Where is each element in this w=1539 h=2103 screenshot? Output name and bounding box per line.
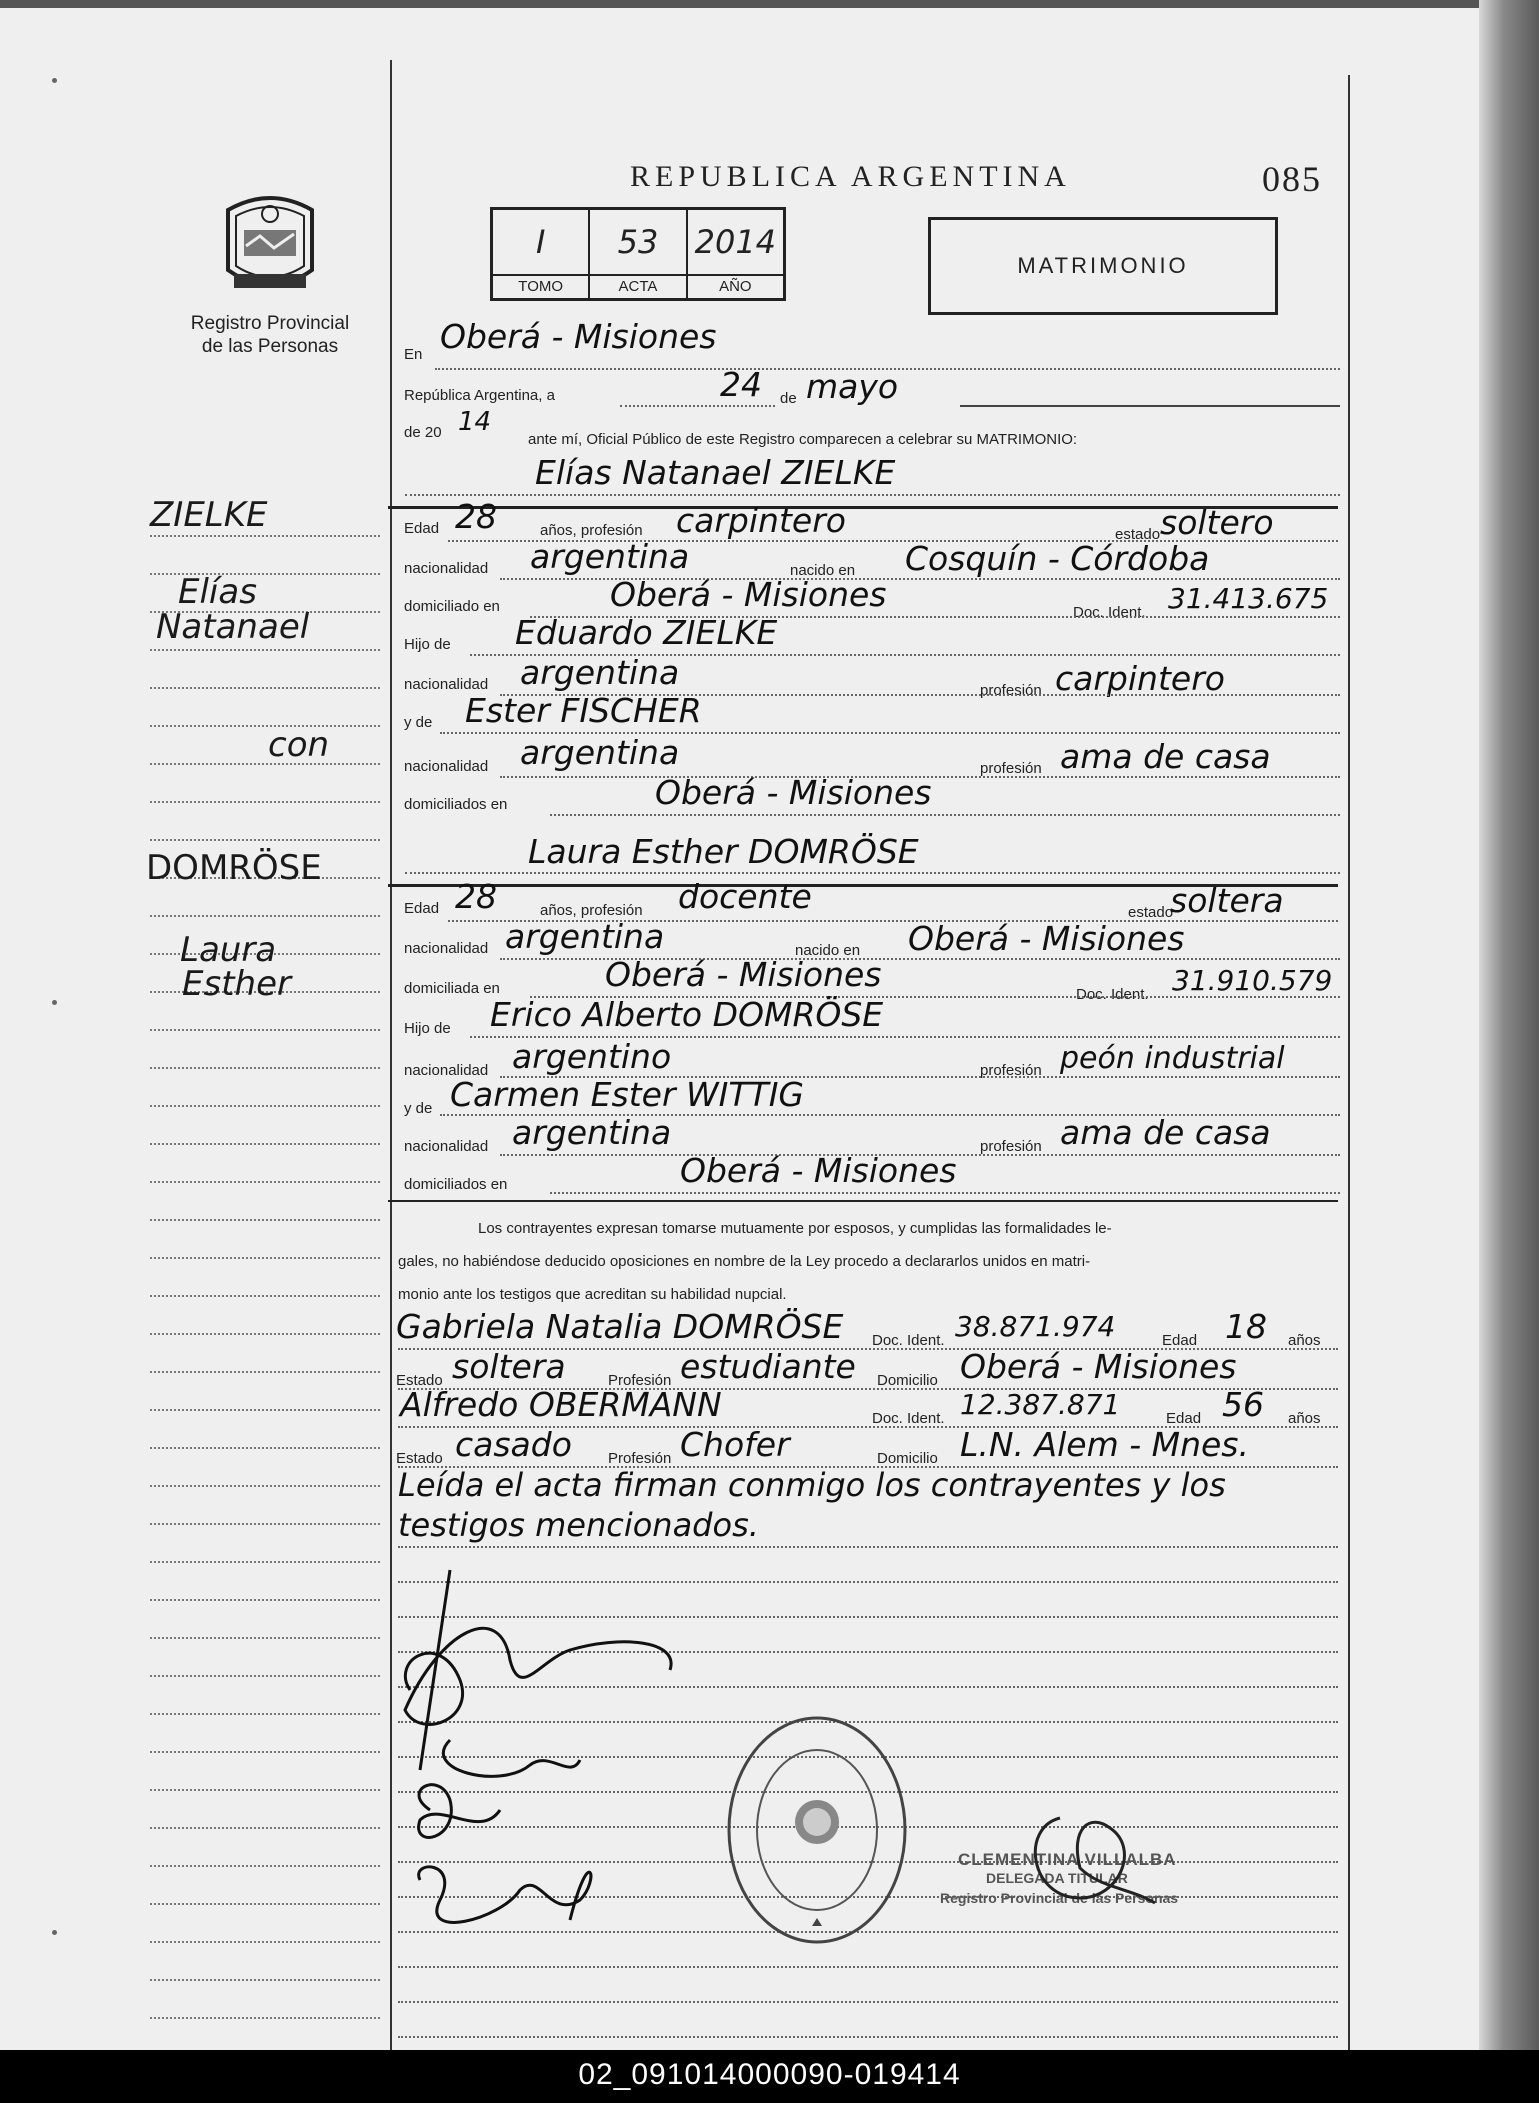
witness1-name: Gabriela Natalia DOMRÖSE	[396, 1307, 844, 1346]
margin-ruled-line	[150, 1447, 380, 1449]
witness1-dom-label: Domicilio	[877, 1372, 938, 1389]
groom-nac-label: nacionalidad	[404, 560, 489, 577]
groom-estado: soltero	[1160, 503, 1274, 542]
groom-nacido: Cosquín - Córdoba	[905, 539, 1210, 578]
bride-anos-label: años, profesión	[540, 902, 643, 919]
margin-ruled-line	[150, 839, 380, 841]
witness2-edad-label: Edad	[1166, 1410, 1202, 1427]
groom-father-nac: argentina	[520, 653, 680, 692]
margin-ruled-line	[150, 1523, 380, 1525]
margin-bride-given: Esther	[182, 964, 291, 1004]
witness1-prof-label: Profesión	[608, 1372, 672, 1389]
margin-ruled-line	[150, 2017, 380, 2019]
witness1-edad: 18	[1225, 1307, 1267, 1346]
bride-father-nac-label: nacionalidad	[404, 1062, 489, 1079]
groom-father-prof-label: profesión	[980, 682, 1042, 699]
witness2-name: Alfredo OBERMANN	[400, 1385, 722, 1424]
bride-father-nac: argentino	[512, 1037, 672, 1076]
bride-mother-nac-label: nacionalidad	[404, 1138, 489, 1155]
right-rule	[1348, 75, 1350, 2050]
groom-doc: 31.413.675	[1168, 582, 1329, 615]
country-heading: REPUBLICA ARGENTINA	[630, 160, 1071, 193]
margin-ruled-line	[150, 1865, 380, 1867]
intro-statement: ante mí, Oficial Público de este Registro comparecen a celebrar su MATRIMONIO:	[528, 431, 1078, 448]
bride-father-prof-label: profesión	[980, 1062, 1042, 1079]
groom-parents-dom-line	[550, 814, 1340, 816]
witness2-profesion: Chofer	[680, 1425, 790, 1464]
margin-bride-surname: DOMRÖSE	[146, 848, 322, 888]
groom-father: Eduardo ZIELKE	[515, 613, 778, 652]
margin-ruled-line	[150, 1979, 380, 1981]
margin-ruled-line	[150, 1067, 380, 1069]
bride-full-name: Laura Esther DOMRÖSE	[528, 832, 919, 871]
witness2-anos-label: años	[1288, 1410, 1321, 1427]
bride-dom-label: domiciliada en	[404, 980, 500, 997]
witness2-edad: 56	[1222, 1385, 1264, 1424]
binding-hole	[52, 78, 57, 83]
bride-nac-label: nacionalidad	[404, 940, 489, 957]
margin-ruled-line	[150, 1029, 380, 1031]
scan-edge-top	[0, 0, 1539, 8]
margin-con: con	[268, 725, 330, 765]
bride-mother: Carmen Ester WITTIG	[450, 1075, 805, 1114]
bride-domicilio: Oberá - Misiones	[605, 955, 882, 994]
republic-date-label: República Argentina, a	[404, 387, 555, 404]
witness2-doc-label: Doc. Ident.	[872, 1410, 945, 1427]
groom-edad: 28	[455, 497, 497, 536]
margin-ruled-line	[150, 1257, 380, 1259]
month-line	[960, 405, 1340, 407]
groom-parents-dom: Oberá - Misiones	[655, 773, 932, 812]
groom-profesion: carpintero	[676, 501, 846, 540]
margin-ruled-line	[150, 1105, 380, 1107]
groom-father-nac-label: nacionalidad	[404, 676, 489, 693]
officer-name: CLEMENTINA VILLALBA	[958, 1850, 1177, 1869]
margin-groom-given: Natanael	[156, 607, 310, 647]
bride-mother-prof-label: profesión	[980, 1138, 1042, 1155]
section-separator	[388, 1200, 1338, 1202]
en-label: En	[404, 346, 423, 363]
groom-mother-nac: argentina	[520, 733, 680, 772]
year-prefix: de 20	[404, 424, 442, 441]
groom-yde-label: y de	[404, 714, 433, 731]
anio-label: AÑO	[688, 274, 783, 298]
margin-ruled-line	[150, 535, 380, 537]
bride-parents-dom-label: domiciliados en	[404, 1176, 508, 1193]
bride-yde-label: y de	[404, 1100, 433, 1117]
witness2-estado: casado	[455, 1425, 572, 1464]
witness2-doc: 12.387.871	[960, 1388, 1121, 1421]
day-line	[620, 405, 775, 407]
groom-nacido-label: nacido en	[790, 562, 856, 579]
provincial-seal-logo	[220, 190, 320, 298]
margin-ruled-line	[150, 1181, 380, 1183]
officer-office: Registro Provincial de las Personas	[940, 1890, 1179, 1906]
bride-name-line	[405, 872, 1340, 874]
bride-estado: soltera	[1170, 881, 1284, 920]
acta-value: 53	[617, 223, 659, 261]
margin-ruled-line	[150, 1789, 380, 1791]
de-label: de	[780, 390, 797, 407]
margin-ruled-line	[150, 1219, 380, 1221]
witness2-dom-label: Domicilio	[877, 1450, 938, 1467]
registry-name	[160, 312, 380, 358]
binding-hole	[52, 1930, 57, 1935]
margin-ruled-line	[150, 801, 380, 803]
margin-ruled-line	[150, 1143, 380, 1145]
bride-doc-label: Doc. Ident.	[1076, 986, 1149, 1003]
closing-line: Leída el acta firman conmigo los contrayentes y los	[398, 1466, 1226, 1504]
margin-ruled-line	[150, 1333, 380, 1335]
signatures	[380, 1540, 700, 1980]
groom-father-prof: carpintero	[1055, 659, 1225, 698]
bride-father: Erico Alberto DOMRÖSE	[490, 995, 884, 1034]
margin-ruled-line	[150, 1675, 380, 1677]
binding-hole	[52, 1000, 57, 1005]
acta-label: ACTA	[590, 274, 685, 298]
witness1-estado-label: Estado	[396, 1372, 443, 1389]
page-number: 085	[1262, 159, 1322, 199]
margin-ruled-line	[150, 915, 380, 917]
groom-dom-label: domiciliado en	[404, 598, 500, 615]
bride-hijo-label: Hijo de	[404, 1020, 451, 1037]
registry-name-line: de las Personas	[201, 336, 339, 357]
witness1-estado: soltera	[452, 1347, 566, 1386]
groom-hijo-label: Hijo de	[404, 636, 451, 653]
bride-estado-label: estado	[1128, 904, 1174, 921]
groom-doc-label: Doc. Ident.	[1073, 604, 1146, 621]
declaration-line: Los contrayentes expresan tomarse mutuamente por esposos, y cumplidas las formalidades le-	[478, 1220, 1112, 1237]
margin-ruled-line	[150, 1599, 380, 1601]
margin-ruled-line	[150, 1561, 380, 1563]
bride-edad-label: Edad	[404, 900, 440, 917]
bride-nacionalidad: argentina	[505, 917, 665, 956]
margin-groom-given: Elías	[178, 572, 257, 612]
witness1-profesion: estudiante	[680, 1347, 856, 1386]
margin-ruled-line	[150, 1941, 380, 1943]
margin-ruled-line	[150, 1751, 380, 1753]
declaration-paragraph	[398, 1212, 1328, 1311]
witness2-domicilio: L.N. Alem - Mnes.	[960, 1425, 1249, 1464]
registry-name-line: Registro Provincial	[190, 313, 350, 334]
body-ruled-line	[398, 2036, 1338, 2038]
officer-title: DELEGADA TITULAR	[986, 1870, 1128, 1886]
book-spine-edge	[1479, 0, 1539, 2050]
bride-nacido: Oberá - Misiones	[908, 919, 1185, 958]
margin-ruled-line	[150, 763, 380, 765]
groom-mother-prof-label: profesión	[980, 760, 1042, 777]
margin-groom-surname: ZIELKE	[150, 495, 268, 535]
year-suffix: 14	[458, 407, 492, 437]
anio-value: 2014	[694, 223, 777, 261]
bride-father-prof: peón industrial	[1060, 1041, 1285, 1076]
margin-ruled-line	[150, 1485, 380, 1487]
groom-mother: Ester FISCHER	[465, 691, 702, 730]
margin-ruled-line	[150, 1295, 380, 1297]
margin-ruled-line	[150, 1371, 380, 1373]
groom-mother-nac-label: nacionalidad	[404, 758, 489, 775]
groom-nacionalidad: argentina	[530, 537, 690, 576]
file-id: 02_091014000090-019414	[578, 2058, 961, 2091]
tomo-label: TOMO	[493, 274, 588, 298]
bride-mother-nac: argentina	[512, 1113, 672, 1152]
record-type-box: MATRIMONIO	[928, 217, 1278, 315]
declaration-line: monio ante los testigos que acreditan su habilidad nupcial.	[398, 1286, 787, 1303]
bride-edad: 28	[455, 877, 497, 916]
margin-ruled-line	[150, 1713, 380, 1715]
bride-doc: 31.910.579	[1172, 964, 1333, 997]
groom-anos-label: años, profesión	[540, 522, 643, 539]
bride-mother-prof: ama de casa	[1060, 1113, 1271, 1152]
bride-nacido-label: nacido en	[795, 942, 861, 959]
groom-estado-label: estado	[1115, 526, 1161, 543]
day-value: 24	[720, 365, 762, 404]
official-round-stamp	[722, 1710, 912, 1950]
margin-ruled-line	[150, 1903, 380, 1905]
bride-parents-dom: Oberá - Misiones	[680, 1151, 957, 1190]
witness1-doc-label: Doc. Ident.	[872, 1332, 945, 1349]
witness1-anos-label: años	[1288, 1332, 1321, 1349]
place-value: Oberá - Misiones	[440, 317, 717, 356]
groom-parents-dom-label: domiciliados en	[404, 796, 508, 813]
margin-ruled-line	[150, 649, 380, 651]
month-value: mayo	[806, 367, 899, 406]
groom-domicilio: Oberá - Misiones	[610, 575, 887, 614]
witness2-estado-label: Estado	[396, 1450, 443, 1467]
margin-ruled-line	[150, 687, 380, 689]
margin-bride-given: Laura	[180, 930, 277, 970]
witness1-doc: 38.871.974	[955, 1310, 1116, 1343]
groom-mother-prof: ama de casa	[1060, 737, 1271, 776]
groom-full-name: Elías Natanael ZIELKE	[535, 453, 896, 492]
officer-signature	[1020, 1808, 1160, 1908]
margin-ruled-line	[150, 1409, 380, 1411]
groom-edad-label: Edad	[404, 520, 440, 537]
witness1-domicilio: Oberá - Misiones	[960, 1347, 1237, 1386]
margin-ruled-line	[150, 725, 380, 727]
body-ruled-line	[398, 2001, 1338, 2003]
tomo-acta-ano-box	[490, 207, 786, 301]
witness1-edad-label: Edad	[1162, 1332, 1198, 1349]
bride-profesion: docente	[678, 877, 812, 916]
witness2-prof-label: Profesión	[608, 1450, 672, 1467]
groom-name-line	[405, 494, 1340, 496]
margin-ruled-line	[150, 1827, 380, 1829]
margin-ruled-line	[150, 1637, 380, 1639]
tomo-value: I	[535, 223, 546, 261]
bride-parents-dom-line	[550, 1192, 1340, 1194]
closing-line: testigos mencionados.	[398, 1506, 759, 1544]
declaration-line: gales, no habiéndose deducido oposiciones en nombre de la Ley procedo a declararlos unidos en matri-	[398, 1253, 1091, 1270]
